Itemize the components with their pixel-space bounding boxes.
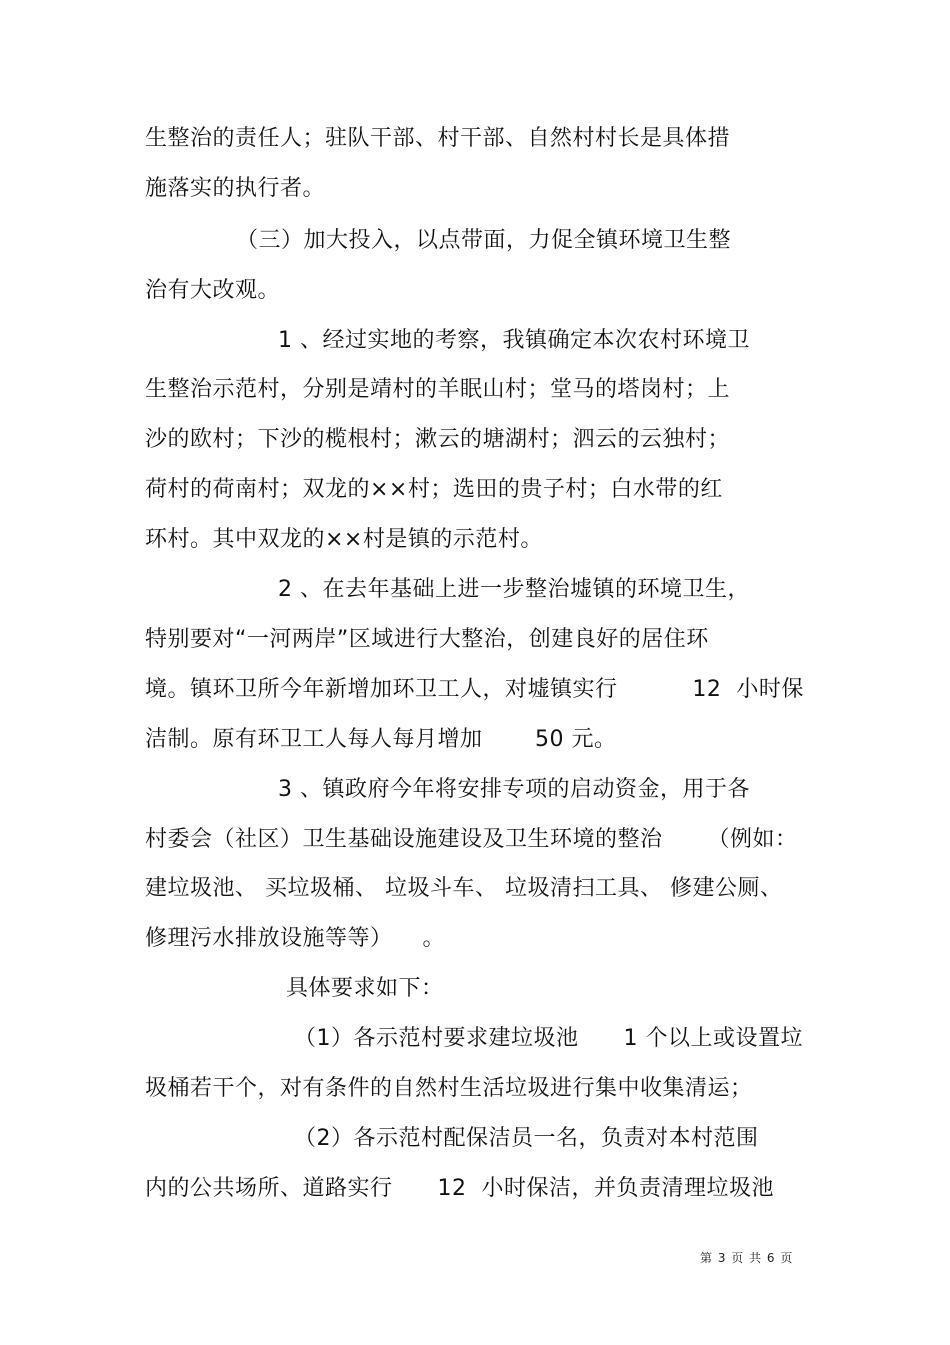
text-line: 沙的欧村；下沙的榄根村；漱云的塘湖村；泗云的云独村； — [145, 427, 731, 452]
section-heading: （三）加大投入，以点带面，力促全镇环境卫生整 — [236, 228, 732, 253]
text-line: 3 、镇政府今年将安排专项的启动资金，用于各 — [278, 777, 750, 802]
text-line: 荷村的荷南村；双龙的××村；选田的贵子村；白水带的红 — [145, 477, 723, 502]
page-number-footer: 第 3 页 共 6 页 — [700, 1251, 794, 1265]
text-line: 建垃圾池、 买垃圾桶、 垃圾斗车、 垃圾清扫工具、 修建公厕、 — [145, 876, 783, 901]
text-line: 生整治示范村，分别是靖村的羊眠山村；堂马的塔岗村；上 — [145, 377, 731, 402]
text-line: 具体要求如下： — [286, 976, 444, 1001]
text-line: （2）各示范村配保洁员一名，负责对本村范围 — [294, 1126, 759, 1151]
text-line: 洁制。原有环卫工人每人每月增加 50 元。 — [145, 727, 617, 752]
text-line: 修理污水排放设施等等） 。 — [145, 926, 445, 951]
text-line: 特别要对“一河两岸”区域进行大整治，创建良好的居住环 — [145, 627, 709, 652]
text-line: 施落实的执行者。 — [145, 176, 326, 201]
text-line: 内的公共场所、道路实行 12 小时保洁，并负责清理垃圾池 — [145, 1176, 774, 1201]
text-line: 2 、在去年基础上进一步整治墟镇的环境卫生， — [278, 577, 750, 602]
text-line: 环村。其中双龙的××村是镇的示范村。 — [145, 527, 543, 552]
text-line: 村委会（社区）卫生基础设施建设及卫生环境的整治 （例如： — [145, 827, 798, 852]
text-line: 治有大改观。 — [145, 278, 281, 303]
text-line: 圾桶若干个，对有条件的自然村生活垃圾进行集中收集清运； — [145, 1076, 753, 1101]
text-line: 生整治的责任人；驻队干部、村干部、自然村村长是具体措 — [145, 126, 731, 151]
text-line: 境。镇环卫所今年新增加环卫工人，对墟镇实行 12 小时保 — [145, 677, 804, 702]
text-line: 1 、经过实地的考察，我镇确定本次农村环境卫 — [278, 328, 750, 353]
text-line: （1）各示范村要求建垃圾池 1 个以上或设置垃 — [294, 1026, 803, 1051]
